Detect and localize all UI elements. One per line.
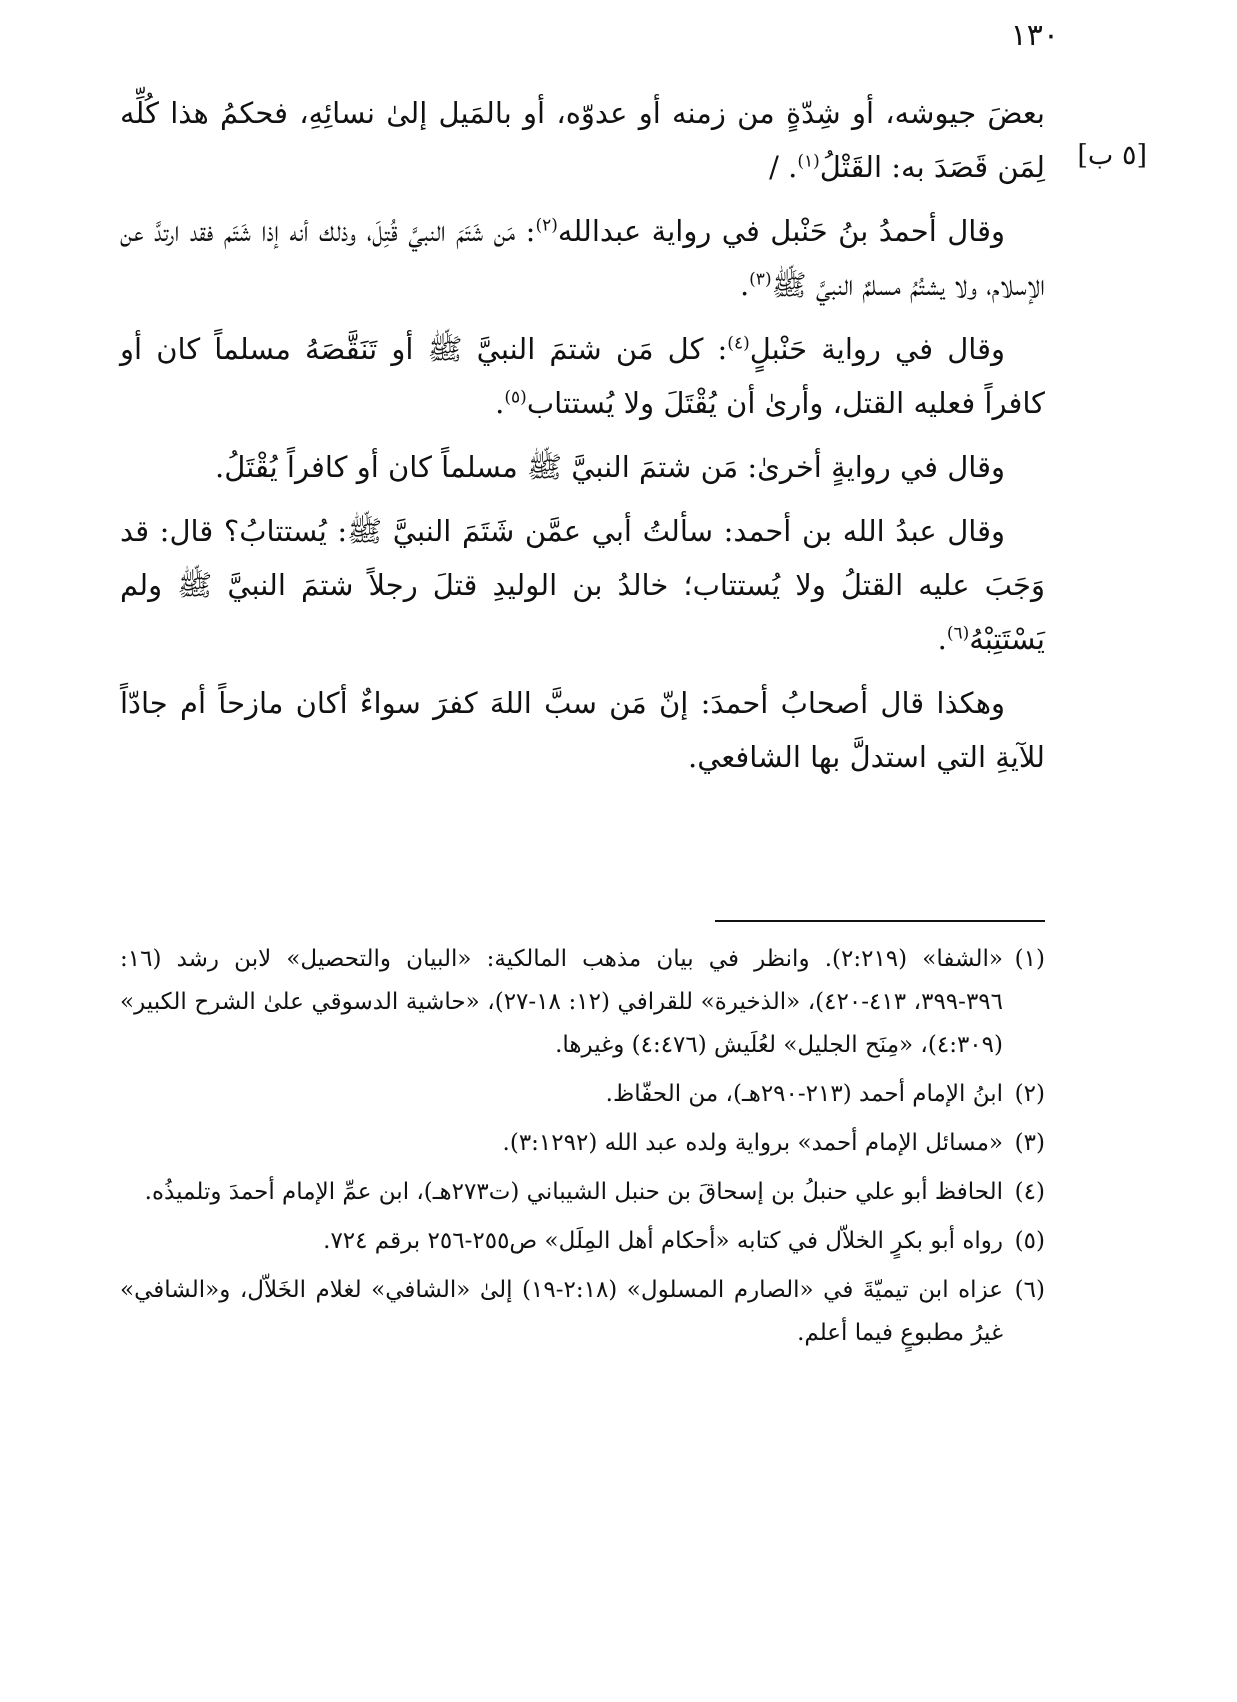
paragraph: وهكذا قال أصحابُ أحمدَ: إنّ مَن سبَّ اللهَ كفرَ سواءٌ أكان مازحاً أم جادّاً للآيةِ التي استدلَّ بها الشافعي. (120, 686, 1045, 774)
footnote-divider (715, 920, 1045, 922)
footnote (120, 1220, 1045, 1263)
footnote-ref: (١) (797, 151, 820, 172)
footnote (120, 1073, 1045, 1116)
footnote (120, 1122, 1045, 1165)
footnote-number: (٢) (1014, 1081, 1045, 1107)
footnotes (120, 938, 1045, 1361)
paragraph: وقال في روايةٍ أخرىٰ: مَن شتمَ النبيَّ ﷺ مسلماً كان أو كافراً يُقْتَلُ. (215, 450, 1005, 484)
paragraph: بعضَ جيوشه، أو شِدّةٍ من زمنه أو عدوّه، أو بالمَيل إلىٰ نسائِهِ، فحكمُ هذا كُلِّه لِمَن قَصَدَ به: القَتْلُ$^{(١)}$. / (120, 96, 1045, 184)
footnote-number: (٦) (1014, 1277, 1045, 1303)
paragraph: وقال عبدُ الله بن أحمد: سألتُ أبي عمَّن شَتَمَ النبيَّ ﷺ: يُستتابُ؟ قال: قد وَجَبَ عليه القتلُ ولا يُستتاب؛ خالدُ بن الوليدِ قتلَ رجلاً شتمَ النبيَّ ﷺ ولم يَسْتَتِبْهُ$^{(٦)}$. (120, 514, 1045, 656)
main-text (120, 86, 1045, 794)
footnote-number: (٤) (1014, 1179, 1045, 1205)
footnote (120, 938, 1045, 1067)
footnote-text: «الشفا» (٢:٢١٩). وانظر في بيان مذهب المالكية: «البيان والتحصيل» لابن رشد (١٦: ٣٩٦-٣٩٩، ٤١٣-٤٢٠)، «الذخيرة» للقرافي (١٢: ١٨-٢٧)، «حاشية الدسوقي علىٰ الشرح الكبير» (٤:٣٠٩)، «مِنَح الجليل» لعُلَيش (٤:٤٧٦) وغيرها. (120, 946, 1003, 1058)
footnote-text: عزاه ابن تيميّةَ في «الصارم المسلول» (٢:١٨-١٩) إلىٰ «الشافي» لغلام الخَلاّل، و«الشافي» غيرُ مطبوعٍ فيما أعلم. (120, 1277, 1003, 1346)
footnote-number: (٥) (1014, 1228, 1045, 1254)
footnote (120, 1269, 1045, 1355)
footnote-text: «مسائل الإمام أحمد» برواية ولده عبد الله (٣:١٢٩٢). (502, 1130, 1003, 1156)
footnote-ref: (٦) (946, 623, 970, 644)
folio-marker: [٥ ب] (1077, 140, 1147, 171)
footnote-ref: (٥) (504, 387, 527, 408)
footnote-text: الحافظ أبو علي حنبلُ بن إسحاقَ بن حنبل الشيباني (ت٢٧٣هـ)، ابن عمِّ الإمام أحمدَ وتلميذُه. (144, 1179, 1003, 1205)
footnote (120, 1171, 1045, 1214)
paragraph: وقال أحمدُ بنُ حَنْبل في رواية عبدالله$^{(٢)}$: مَن شَتَمَ النبيَّ قُتِلَ، وذلك أنه إذا شَتَم فقد ارتدَّ عن الإسلام، ولا يشتُمُ مسلمٌ النبيَّ ﷺ$^{(٣)}$. (120, 214, 1045, 302)
footnote-ref: (٤) (727, 333, 750, 354)
footnote-ref: (٣) (749, 269, 772, 290)
footnote-text: ابنُ الإمام أحمد (٢١٣-٢٩٠هـ)، من الحفّاظ. (605, 1081, 1003, 1107)
footnote-number: (٣) (1014, 1130, 1045, 1156)
paragraph: وقال في رواية حَنْبلٍ$^{(٤)}$: كل مَن شتمَ النبيَّ ﷺ أو تَنَقَّصَهُ مسلماً كان أو كافراً فعليه القتل، وأرىٰ أن يُقْتَلَ ولا يُستتاب$^{(٥)}$. (120, 332, 1045, 420)
footnote-number: (١) (1014, 946, 1045, 972)
footnote-text: رواه أبو بكرٍ الخلاّل في كتابه «أحكام أهل المِلَل» ص٢٥٥-٢٥٦ برقم ٧٢٤. (323, 1228, 1003, 1254)
footnote-ref: (٢) (535, 215, 558, 236)
page-number: ١٣٠ (1010, 18, 1059, 53)
